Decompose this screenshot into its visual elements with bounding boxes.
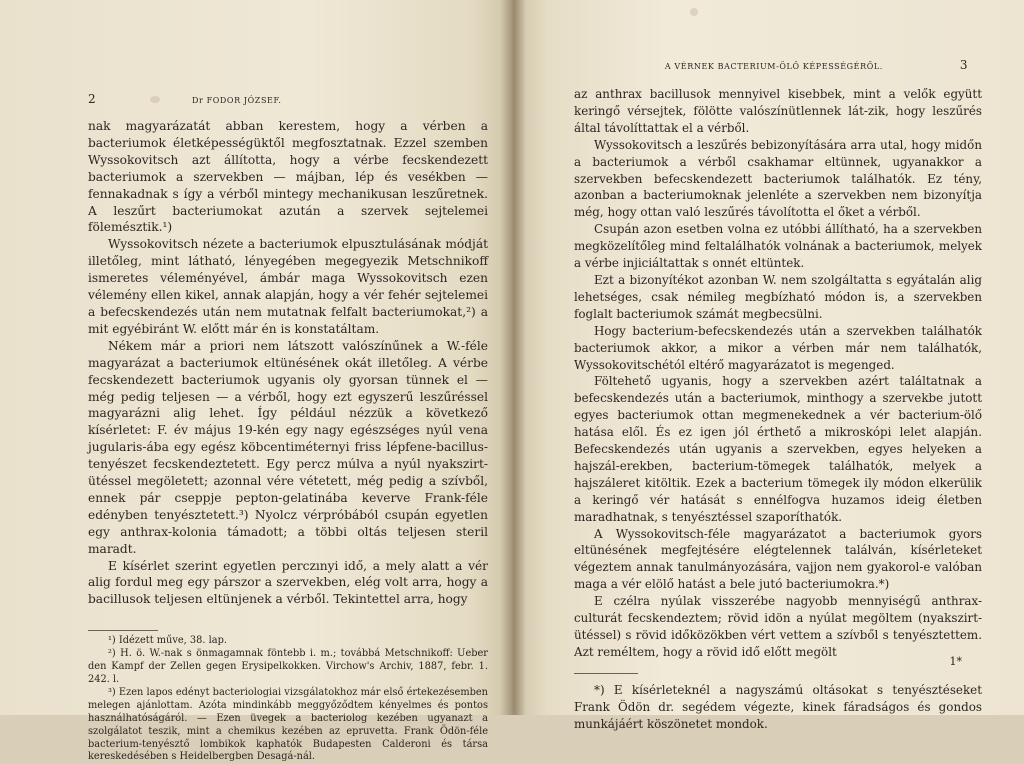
left-paragraph-1: nak magyarázatát abban kerestem, hogy a vérben a bacteriumok életképességüktől megfosztatnak. Ezzel szemben Wyssokovitsch azt állította, hogy a vérbe fecskendezett bacteriumok a szervekben — májban, lép és vesékben — fennakadnak s így a vérből mintegy mechanikusan leszűretnek. A leszűrt bacteriumokat azután a szervek sejtelemei fölemésztik.¹) [88,119,488,235]
left-footnote-1: ¹) Idézett műve, 38. lap. [108,635,227,647]
left-footnote-3: ³) Ezen lapos edényt bacteriologiai vizsgálatokhoz már első értekezésemben melegen ajánlottam. Azóta mindinkább meggyőződtem kényelmes és pontos használhatóságáról. — Ezen üvegek a bacteriolog kezében ugyanazt a szolgálatot teszik, mint a chemikus kezében az epruvetta. Frank Ödön-féle bacterium-tenyésztő lombikok kaphatók Budapesten Calderoni és társa kereskedésében s Heidelbergben Desagá-nál. [88,686,488,763]
right-footnotes [574,682,982,733]
paper-spot [690,8,698,16]
left-footnotes [88,635,488,764]
right-paragraph-6: Föltehető ugyanis, hogy a szervekben azért találtatnak a befecskendezés után a bacteriumok, minthogy a szervekbe jutott egyes bacteriumok ottan megmenekednek a vér bacterium-ölő hatása elől. És ez igen jól érthető a mikroskópi lelet alapján. Befecskendezés után ugyanis a szervekben, egyes helyeken a hajszál-erekben, bacterium-tömegek találhatók, melyek a hajszáleret kitöltik. Ezek a bacterium tömegek ily módon elkerülik a keringő vér hatását s ennélfogva huzamos ideig életben maradhatnak, s tenyésztéssel szaporíthatók. [574,374,982,524]
right-page-body [574,86,982,661]
left-footnote-2: ²) H. ö. W.-nak s önmagamnak föntebb i. m.; továbbá Metschnikoff: Ueber den Kampf der Zellen gegen Erysipelkokken. Virchow's Archiv, 1887, febr. 1. 242. l. [88,648,488,685]
right-page [512,0,1024,731]
right-paragraph-8: E czélra nyúlak visszerébe nagyobb mennyiségű anthrax-culturát fecskendeztem; rövid idön a nyúlat megöltem (nyakszirt-ütéssel) s rövid időközökben vért vettem a szívből s tenyésztettem. Azt reméltem, hogy a rövid idő előtt megölt [574,594,982,659]
right-running-head: A VÉRNEK BACTERIUM-ÖLŐ KÉPESSÉGÉRŐL. [664,62,883,71]
right-page-header [574,58,982,72]
right-paragraph-1: az anthrax bacillusok mennyivel kisebbek, mint a velők együtt keringő vérsejtek, fölötte valószínütlennek lát-zik, hogy leszűrés által távolíttattak el a vérből. [574,87,982,135]
right-footnote-1: *) E kísérleteknél a nagyszámú oltásokat s tenyésztéseket Frank Ödön dr. segédem végezte, kinek fáradságos és gondos munkájáért köszönetet mondok. [574,682,982,731]
left-page-header [88,92,488,106]
right-page-number: 3 [959,58,968,72]
right-paragraph-3: Csupán azon esetben volna ez utóbbi állítható, ha a szervekben megközelítőleg mind feltalálhatók volnának a bacteriumok, melyek a vérbe injiciáltattak s onnét eltüntek. [574,222,982,271]
left-footnote-rule [88,630,158,631]
signature-mark: 1* [949,655,962,668]
left-page-number: 2 [88,92,97,106]
right-paragraph-4: Ezt a bizonyítékot azonban W. nem szolgáltatta s egyátalán alig lehetséges, csak némileg megbízható módon is, a szervekben foglalt bacteriumok számát megbecsülni. [574,272,982,321]
right-footnote-rule [574,673,638,674]
left-page-body [88,118,488,608]
right-paragraph-2: Wyssokovitsch a leszűrés bebizonyítására arra utal, hogy midőn a bacteriumok a vérből csakhamar eltünnek, ugyanakkor a szervekben befecskendezett bacteriumok találhatók. Ez tény, azonban a bacteriumoknak jelenléte a szervekben nem bizonyítja még, hogy ottan való leszűrés távolította el őket a vérből. [574,137,982,220]
right-paragraph-5: Hogy bacterium-befecskendezés után a szervekben találhatók bacteriumok akkor, a mikor a vérben már nem találhatók, Wyssokovitschétól eltérő magyarázatot is megenged. [574,323,982,372]
left-paragraph-3: Nékem már a priori nem látszott valószínűnek a W.-féle magyarázat a bacteriumok eltünésének okát illetőleg. A vérbe fecskendezett bacteriumok ugyanis oly gyorsan tünnek el — még pedig teljesen — a vérből, hogy ezt egyszerű leszűréssel magyarázni alig lehet. Így például nézzük a következő kísérletet: F. év május 19-kén egy nagy egészséges nyúl vena jugularis-ába egy egész köbcentiméternyi friss lépfene-bacillus-tenyészet fecskendeztetett. Egy percz múlva a nyúl nyakszirt-ütéssel megöletett; azonnal vére vétetett, még pedig a szívből, ennek pár cseppje pepton-gelatinába keverve Frank-féle edényben tenyésztetett.³) Nyolcz vérpróbából csupán egyetlen egy anthrax-kolonia támadott; a többi oltás teljesen steril maradt. [88,338,488,556]
left-running-head: Dr FODOR JÓZSEF. [192,96,282,105]
left-page [0,0,512,763]
right-paragraph-7: A Wyssokovitsch-féle magyarázatot a bacteriumok gyors eltünésének megfejtésére elégtelennek találván, kísérleteket végeztem annak tanulmányozására, vajjon nem gyakorol-e valóban maga a vér elölő hatást a bele jutó bacteriumokra.*) [574,526,982,592]
left-paragraph-4: E kísérlet szerint egyetlen perczınyi idő, a mely alatt a vér alig fordul meg egy párszor a szervekben, elég volt arra, hogy a bacillusok teljesen eltünjenek a vérből. Tekintettel arra, hogy [88,558,488,607]
left-paragraph-2: Wyssokovitsch nézete a bacteriumok elpusztulásának módját illetőleg, mint látható, lényegében megegyezik Metschnikoff ismeretes véleményével, ámbár maga Wyssokovitsch ezen vélemény ellen kikel, annak alapján, hogy a vér fehér sejtelemei a befecskendezés után nem mutatnak felfalt bacteriumokat,²) a mit egyébiránt W. előtt már én is konstatáltam. [88,237,488,336]
paper-spot [150,96,160,103]
